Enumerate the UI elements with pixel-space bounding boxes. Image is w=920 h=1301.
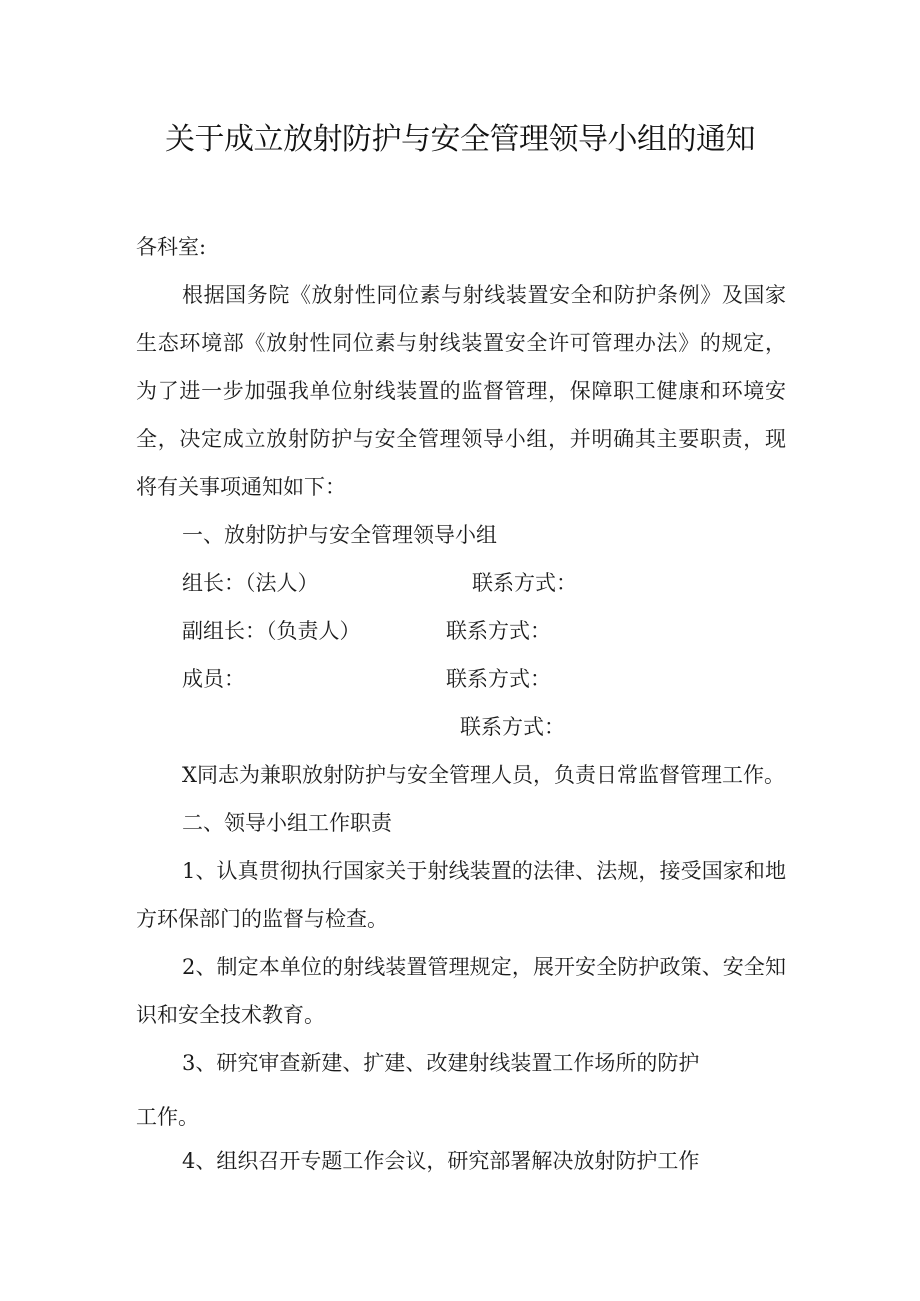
section2-heading: 二、领导小组工作职责 bbox=[182, 811, 392, 835]
duty-4-line-1: 4、组织召开专题工作会议，研究部署解决放射防护工作 bbox=[182, 1149, 700, 1173]
intro-line-3: 为了进一步加强我单位射线装置的监督管理，保障职工健康和环境安 bbox=[136, 379, 786, 403]
leader-contact: 联系方式： bbox=[472, 571, 577, 595]
intro-line-2: 生态环境部《放射性同位素与射线装置安全许可管理办法》的规定， bbox=[136, 331, 786, 355]
document-title: 关于成立放射防护与安全管理领导小组的通知 bbox=[165, 122, 755, 157]
duty-2-line-1: 2、制定本单位的射线装置管理规定，展开安全防护政策、安全知 bbox=[182, 955, 786, 979]
deputy-contact: 联系方式： bbox=[446, 619, 551, 643]
member-contact: 联系方式： bbox=[446, 667, 551, 691]
section1-heading: 一、放射防护与安全管理领导小组 bbox=[182, 523, 497, 547]
duty-3-line-1: 3、研究审查新建、扩建、改建射线装置工作场所的防护 bbox=[182, 1051, 700, 1075]
duty-1-line-2: 方环保部门的监督与检查。 bbox=[136, 907, 388, 931]
leader-label: 组长：（法人） bbox=[182, 571, 319, 595]
duty-2-line-2: 识和安全技术教育。 bbox=[136, 1003, 325, 1027]
intro-line-4: 全，决定成立放射防护与安全管理领导小组，并明确其主要职责，现 bbox=[136, 427, 786, 451]
salutation: 各科室: bbox=[136, 235, 207, 259]
staff-note: X同志为兼职放射防护与安全管理人员，负责日常监督管理工作。 bbox=[182, 763, 785, 787]
duty-3-line-2: 工作。 bbox=[136, 1105, 199, 1129]
deputy-label: 副组长：（负责人） bbox=[182, 619, 361, 643]
duty-1-line-1: 1、认真贯彻执行国家关于射线装置的法律、法规，接受国家和地 bbox=[182, 859, 786, 883]
intro-line-1: 根据国务院《放射性同位素与射线装置安全和防护条例》及国家 bbox=[182, 283, 786, 307]
member-label: 成员： bbox=[182, 667, 245, 691]
intro-line-5: 将有关事项通知如下： bbox=[136, 475, 346, 499]
extra-contact: 联系方式： bbox=[460, 715, 565, 739]
